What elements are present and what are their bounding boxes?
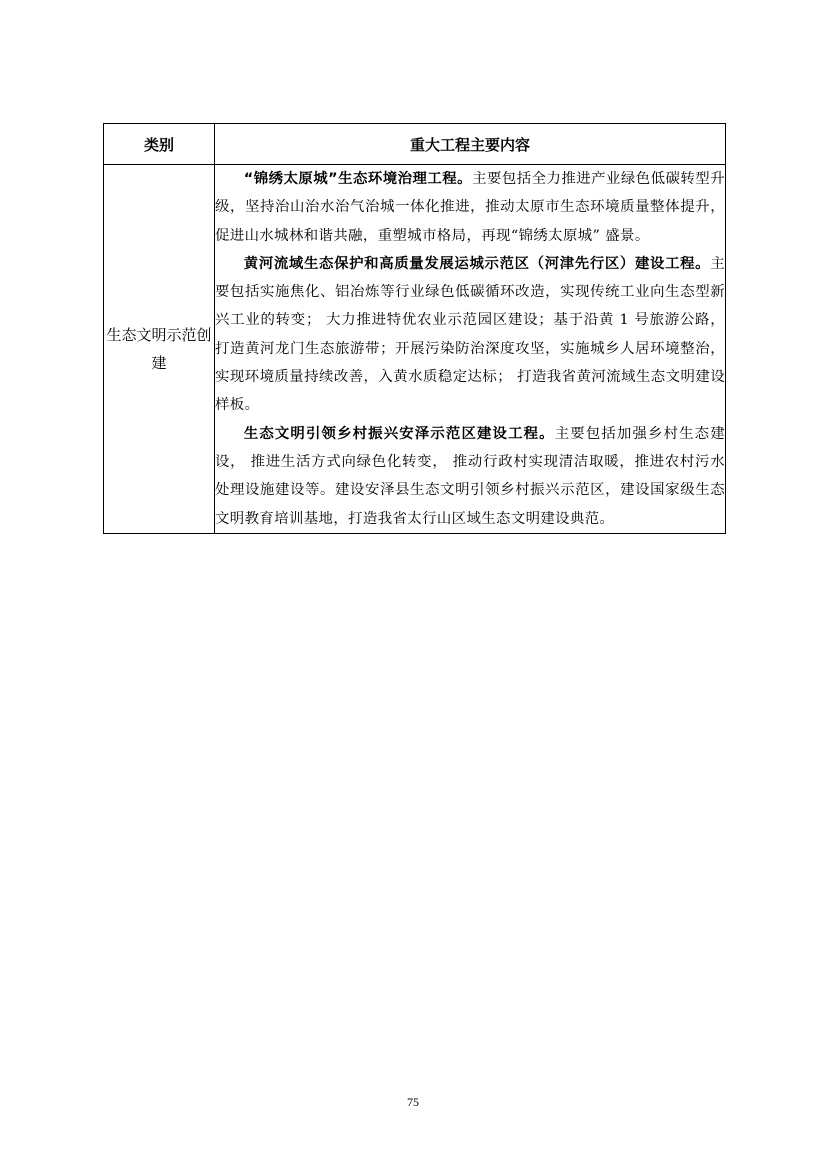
project-title: “锦绣太原城”生态环境治理工程。	[243, 171, 473, 187]
header-category: 类别	[104, 124, 215, 165]
project-description: 主要包括全力推进产业绿色低碳转型升级，坚持治山治水治气治城一体化推进，推动太原市生态环境质量整体提升，促进山水城林和谐共融，重塑城市格局，再现“锦绣太原城” 盛景。	[215, 171, 725, 244]
project-paragraph	[215, 250, 725, 420]
project-paragraph	[215, 420, 725, 533]
content-cell	[215, 165, 726, 534]
project-title: 黄河流域生态保护和高质量发展运城示范区（河津先行区）建设工程。	[243, 255, 711, 272]
project-paragraph	[215, 165, 725, 250]
header-content: 重大工程主要内容	[215, 124, 726, 165]
project-title: 生态文明引领乡村振兴安泽示范区建设工程。	[243, 425, 555, 442]
table-row	[104, 165, 726, 534]
major-projects-table	[103, 123, 726, 534]
page-number: 75	[407, 1095, 419, 1109]
project-description: 主要包括加强乡村生态建设， 推进生活方式向绿色化转变， 推动行政村实现清洁取暖，推进农村污水处理设施建设等。建设安泽县生态文明引领乡村振兴示范区，建设国家级生态文明教育培训基地，打造我省太行山区域生态文明建设典范。	[215, 425, 725, 527]
project-description: 主要包括实施焦化、铝冶炼等行业绿色低碳循环改造，实现传统工业向生态型新兴工业的转变； 大力推进特优农业示范园区建设；基于沿黄 1 号旅游公路，打造黄河龙门生态旅游带；开展污染防治深度攻坚，实施城乡人居环境整治，实现环境质量持续改善，入黄水质稳定达标； 打造我省黄河流域生态文明建设样板。	[215, 255, 725, 414]
category-cell: 生态文明示范创建	[104, 165, 215, 534]
table-header-row	[104, 124, 726, 165]
